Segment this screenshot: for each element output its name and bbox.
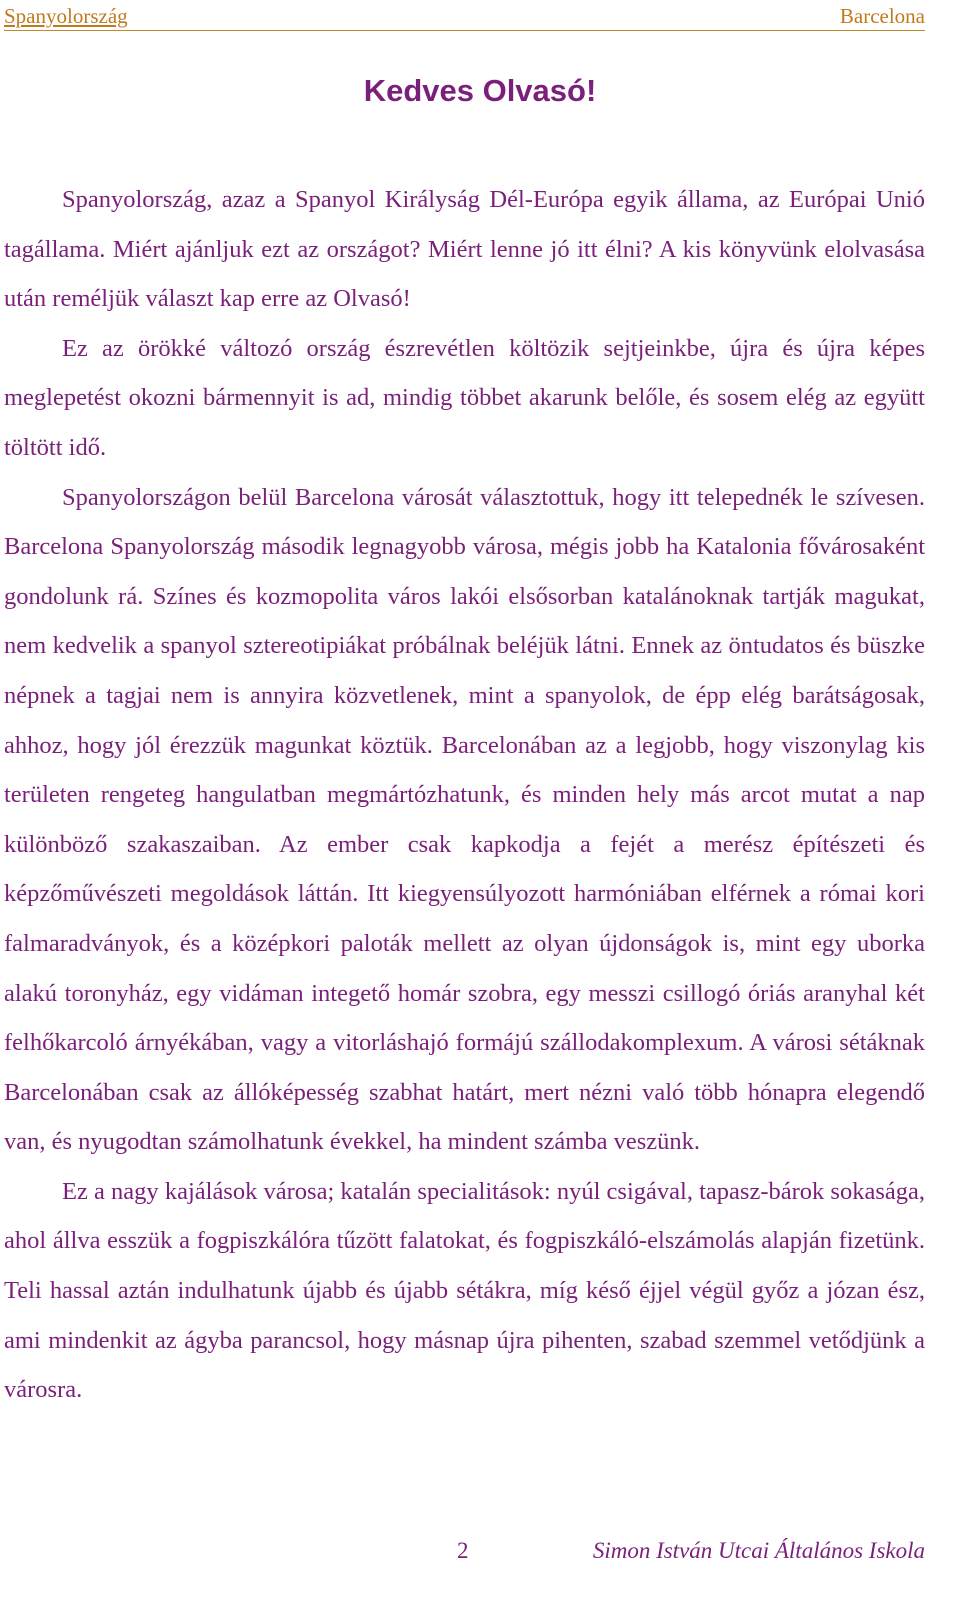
paragraph-food: Ez a nagy kajálások városa; katalán specialitások: nyúl csigával, tapasz-bárok sokasága, ahol állva esszük a fogpiszkálóra tűzött falatokat, és fogpiszkáló-elszámolás alapján fizetünk. Teli hassal aztán indulhatunk újabb és újabb sétákra, míg késő éjjel végül győz a józan ész, ami mindenkit az ágyba parancsol, hogy másnap újra pihenten, szabad szemmel vetődjünk a városra. — [4, 1177, 925, 1404]
school-name: Simon István Utcai Általános Iskola — [592, 1538, 925, 1563]
paragraph-country: Ez az örökké változó ország észrevétlen költözik sejtjeinkbe, újra és újra képes meglepetést okozni bármennyit is ad, mindig többet akarunk belőle, és sosem elég az együtt töltött idő. — [4, 334, 925, 461]
header-section-title: Barcelona — [839, 4, 925, 28]
article-body — [4, 175, 925, 1415]
page-title: Kedves Olvasó! — [363, 73, 597, 108]
header-link-spanyolorszag[interactable]: Spanyolország — [4, 4, 128, 28]
paragraph-barcelona: Spanyolországon belül Barcelona városát választottuk, hogy itt telepednék le szívesen. Barcelona Spanyolország második legnagyobb városa, mégis jobb ha Katalonia fővárosaként gondolunk rá. Színes és kozmopolita város lakói elsősorban katalánoknak tartják magukat, nem kedvelik a spanyol sztereotipiákat próbálnak beléjük látni. Ennek az öntudatos és büszke népnek a tagjai nem is annyira közvetlenek, mint a spanyolok, de épp elég barátságosak, ahhoz, hogy jól érezzük magunkat köztük. Barcelonában az a legjobb, hogy viszonylag kis területen rengeteg hangulatban megmártózhatunk, és minden hely más arcot mutat a nap különböző szakaszaiban. Az ember csak kapkodja a fejét a merész építészeti és képzőművészeti megoldások láttán. Itt kiegyensúlyozott harmóniában elférnek a római kori falmaradványok, és a középkori paloták mellett az olyan újdonságok is, mint egy uborka alakú toronyház, egy vidáman integető homár szobra, egy messzi csillogó óriás aranyhal két felhőkarcoló árnyékában, vagy a vitorláshajó formájú szállodakomplexum. A városi sétáknak Barcelonában csak az állóképesség szabhat határt, mert nézni való több hónapra elegendő van, és nyugodtan számolhatunk évekkel, ha mindent számba veszünk. — [4, 483, 925, 1156]
page-footer — [0, 1532, 960, 1572]
page-number: 2 — [457, 1538, 469, 1563]
page-header — [4, 4, 925, 31]
paragraph-intro: Spanyolország, azaz a Spanyol Királyság Dél-Európa egyik állama, az Európai Unió tagállama. Miért ajánljuk ezt az országot? Miért lenne jó itt élni? A kis könyvünk elolvasása után reméljük választ kap erre az Olvasó! — [4, 186, 925, 313]
